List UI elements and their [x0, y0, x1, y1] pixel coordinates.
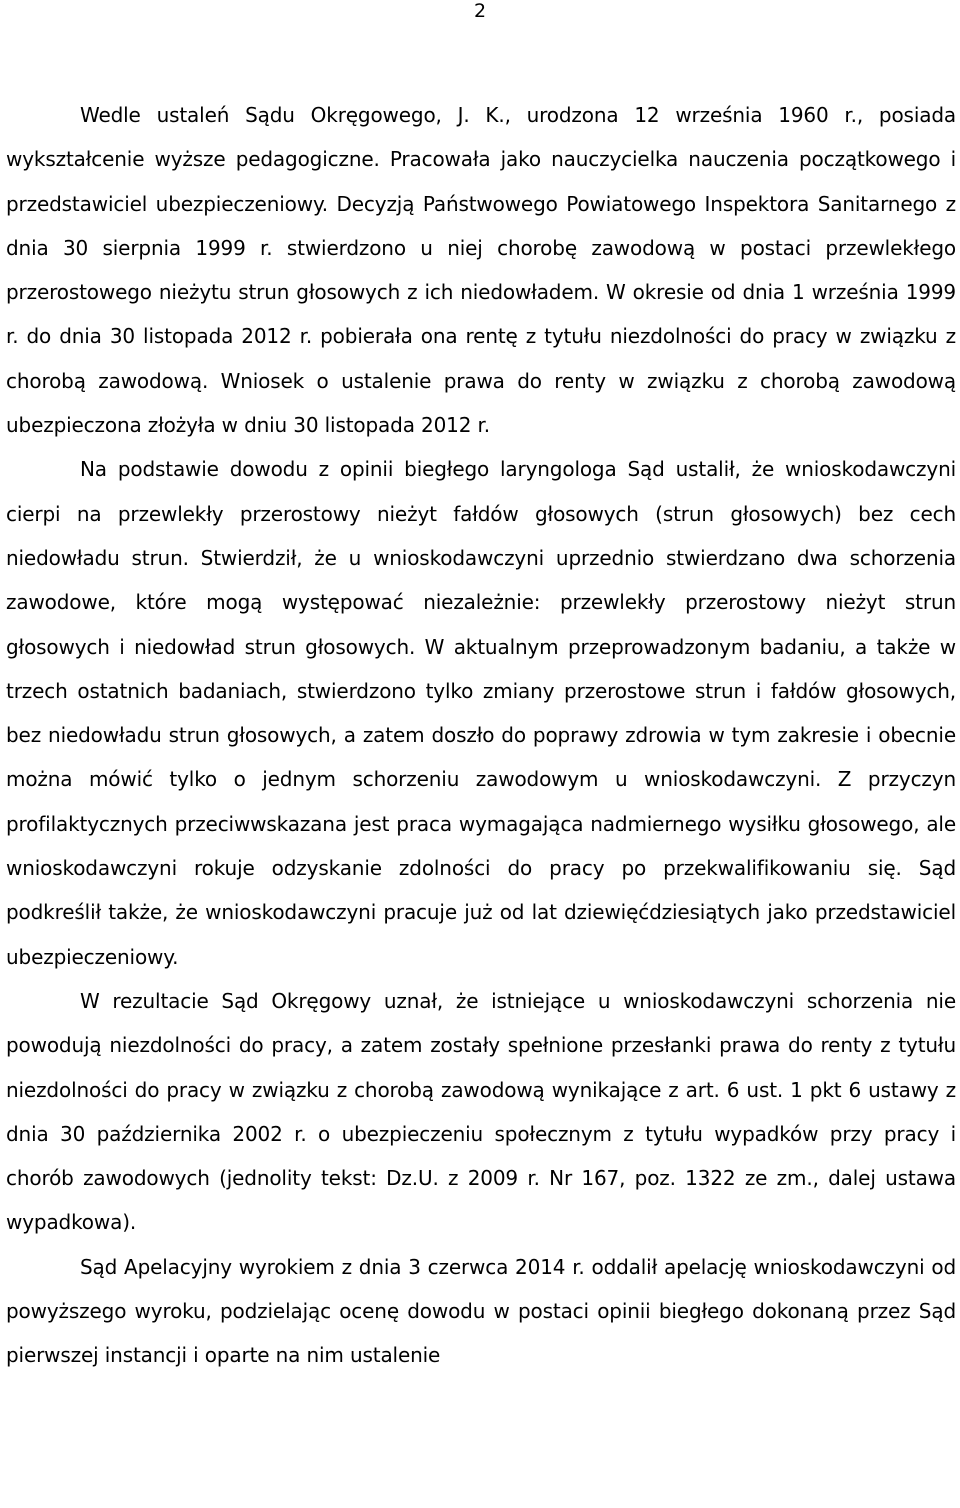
- paragraph-2: Na podstawie dowodu z opinii biegłego laryngologa Sąd ustalił, że wnioskodawczyni cierpi na przewlekły przerostowy nieżyt fałdów głosowych (strun głosowych) bez cech niedowładu strun. Stwierdził, że u wnioskodawczyni uprzednio stwierdzano dwa schorzenia zawodowe, które mogą występować niezależnie: przewlekły przerostowy nieżyt strun głosowych i niedowład strun głosowych. W aktualnym przeprowadzonym badaniu, a także w trzech ostatnich badaniach, stwierdzono tylko zmiany przerostowe strun i fałdów głosowych, bez niedowładu strun głosowych, a zatem doszło do poprawy zdrowia w tym zakresie i obecnie można mówić tylko o jednym schorzeniu zawodowym u wnioskodawczyni. Z przyczyn profilaktycznych przeciwwskazana jest praca wymagająca nadmiernego wysiłku głosowego, ale wnioskodawczyni rokuje odzyskanie zdolności do pracy po przekwalifikowaniu się. Sąd podkreślił także, że wnioskodawczyni pracuje już od lat dziewięćdziesiątych jako przedstawiciel ubezpieczeniowy.: [6, 457, 956, 969]
- page-number: 2: [473, 0, 487, 22]
- paragraph-4: Sąd Apelacyjny wyrokiem z dnia 3 czerwca 2014 r. oddalił apelację wnioskodawczyni od powyższego wyroku, podzielając ocenę dowodu w postaci opinii biegłego dokonaną przez Sąd pierwszej instancji i oparte na nim ustalenie: [6, 1254, 956, 1368]
- document-body: [6, 93, 956, 1378]
- paragraph-1: Wedle ustaleń Sądu Okręgowego, J. K., urodzona 12 września 1960 r., posiada wykształcenie wyższe pedagogiczne. Pracowała jako nauczycielka nauczenia początkowego i przedstawiciel ubezpieczeniowy. Decyzją Państwowego Powiatowego Inspektora Sanitarnego z dnia 30 sierpnia 1999 r. stwierdzono u niej chorobę zawodową w postaci przewlekłego przerostowego nieżytu strun głosowych z ich niedowładem. W okresie od dnia 1 września 1999 r. do dnia 30 listopada 2012 r. pobierała ona rentę z tytułu niezdolności do pracy w związku z chorobą zawodową. Wniosek o ustalenie prawa do renty w związku z chorobą zawodową ubezpieczona złożyła w dniu 30 listopada 2012 r.: [6, 103, 956, 438]
- paragraph-3: W rezultacie Sąd Okręgowy uznał, że istniejące u wnioskodawczyni schorzenia nie powodują niezdolności do pracy, a zatem zostały spełnione przesłanki prawa do renty z tytułu niezdolności do pracy w związku z chorobą zawodową wynikające z art. 6 ust. 1 pkt 6 ustawy z dnia 30 października 2002 r. o ubezpieczeniu społecznym z tytułu wypadków przy pracy i chorób zawodowych (jednolity tekst: Dz.U. z 2009 r. Nr 167, poz. 1322 ze zm., dalej ustawa wypadkowa).: [6, 988, 956, 1235]
